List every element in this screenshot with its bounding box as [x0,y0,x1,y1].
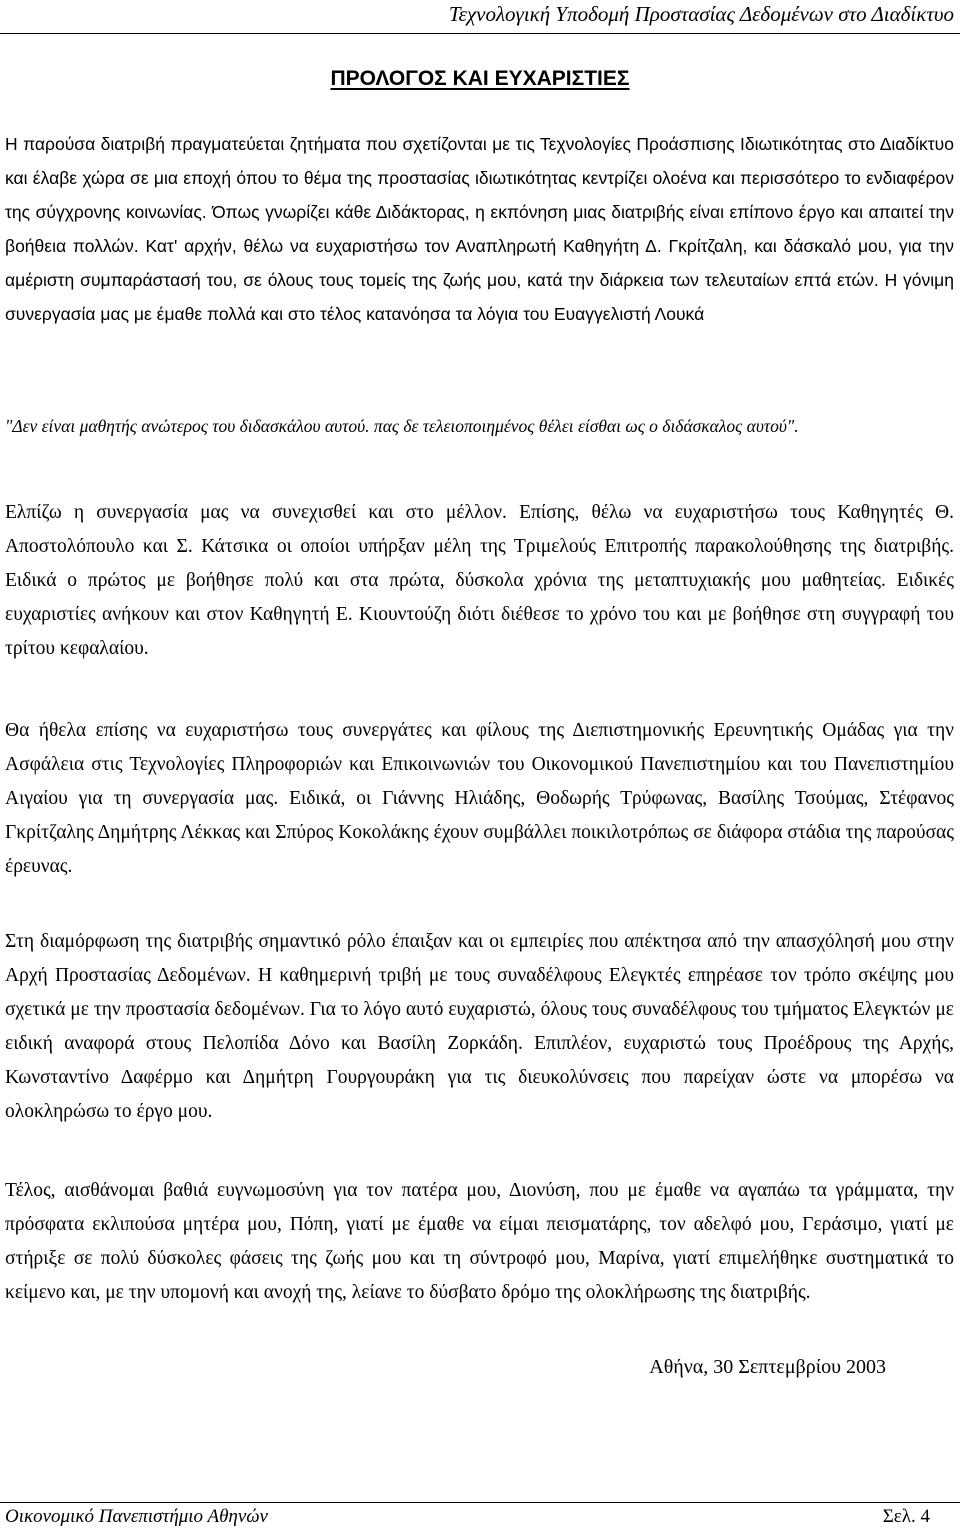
quote-luke [5,411,954,441]
header-divider [0,33,960,34]
paragraph-text: Ελπίζω η συνεργασία μας να συνεχισθεί και στο μέλλον. Επίσης, θέλω να ευχαριστήσω τους Καθηγητές Θ. Αποστολόπουλο και Σ. Κάτσικα οι οποίοι υπήρξαν μέλη της Τριμελούς Επιτροπής παρακολούθησης της διατριβής. Ειδικά ο πρώτος με βοήθησε πολύ και στα πρώτα, δύσκολα χρόνια της μεταπτυχιακής μου μαθητείας. Ειδικές ευχαριστίες ανήκουν και στον Καθηγητή Ε. Κιουντούζη διότι διέθεσε το χρόνο του και με βοήθησε στη συγγραφή του τρίτου κεφαλαίου. [5,502,954,659]
place-date-signature: Αθήνα, 30 Σεπτεμβρίου 2003 [649,1356,886,1378]
footer-institution: Οικονομικό Πανεπιστήμιο Αθηνών [5,1506,268,1527]
footer-divider [0,1502,960,1503]
paragraph-intro [5,127,954,331]
paragraph-family [5,1174,954,1310]
running-header: Τεχνολογική Υποδομή Προστασίας Δεδομένων στο Διαδίκτυο [448,2,954,26]
paragraph-text: Θα ήθελα επίσης να ευχαριστήσω τους συνεργάτες και φίλους της Διεπιστημονικής Ερευνητικής Ομάδας για την Ασφάλεια στις Τεχνολογίες Πληροφοριών και Επικοινωνιών του Οικονομικού Πανεπιστημίου και του Πανεπιστημίου Αιγαίου για τη συνεργασία μας. Ειδικά, οι Γιάννης Ηλιάδης, Θοδωρής Τρύφωνας, Βασίλης Τσούμας, Στέφανος Γκρίτζαλης Δημήτρης Λέκκας και Σπύρος Κοκολάκης έχουν συμβάλλει ποικιλοτρόπως σε διάφορα στάδια της παρούσας έρευνας. [5,720,954,877]
paragraph-research-group [5,714,954,884]
paragraph-professors [5,496,954,666]
quote-text: "Δεν είναι μαθητής ανώτερος του διδασκάλου αυτού. πας δε τελειοποιημένος θέλει είσθαι ως ο διδάσκαλος αυτού". [5,416,799,436]
footer-page-number: Σελ. 4 [882,1506,930,1527]
paragraph-text: Στη διαμόρφωση της διατριβής σημαντικό ρόλο έπαιξαν και οι εμπειρίες που απέκτησα από την απασχόλησή μου στην Αρχή Προστασίας Δεδομένων. Η καθημερινή τριβή με τους συναδέλφους Ελεγκτές επηρέασε τον τρόπο σκέψης μου σχετικά με την προστασία δεδομένων. Για το λόγο αυτό ευχαριστώ, όλους τους συναδέλφους του τμήματος Ελεγκτών με ειδική αναφορά στους Πελοπίδα Δόνο και Βασίλη Ζορκάδη. Επιπλέον, ευχαριστώ τους Προέδρους της Αρχής, Κωνσταντίνο Δαφέρμο και Δημήτρη Γουργουράκη για τις διευκολύνσεις που παρείχαν ώστε να μπορέσω να ολοκληρώσω το έργο μου. [5,931,954,1122]
paragraph-text: Τέλος, αισθάνομαι βαθιά ευγνωμοσύνη για τον πατέρα μου, Διονύση, που με έμαθε να αγαπάω τα γράμματα, την πρόσφατα εκλιπούσα μητέρα μου, Πόπη, γιατί με έμαθε να είμαι πεισματάρης, τον αδελφό μου, Γεράσιμο, γιατί με στήριξε σε πολύ δύσκολες φάσεις της ζωής μου και τη σύντροφό μου, Μαρίνα, γιατί επιμελήθηκε συστηματικά το κείμενο και, με την υπομονή και ανοχή της, λείανε το δύσβατο δρόμο της ολοκλήρωσης της διατριβής. [5,1180,954,1303]
paragraph-text: Η παρούσα διατριβή πραγματεύεται ζητήματα που σχετίζονται με τις Τεχνολογίες Προάσπισης Ιδιωτικότητας στο Διαδίκτυο και έλαβε χώρα σε μια εποχή όπου το θέμα της προστασίας ιδιωτικότητας κεντρίζει ολοένα και περισσότερο το ενδιαφέρον της σύγχρονης κοινωνίας. Όπως γνωρίζει κάθε Διδάκτορας, η εκπόνηση μιας διατριβής είναι επίπονο έργο και απαιτεί την βοήθεια πολλών. Κατ' αρχήν, θέλω να ευχαριστήσω τον Αναπληρωτή Καθηγήτη Δ. Γκρίτζαλη, και δάσκαλό μου, για την αμέριστη συμπαράστασή του, σε όλους τους τομείς της ζωής μου, κατά την διάρκεια των τελευταίων επτά ετών. Η γόνιμη συνεργασία μας με έμαθε πολλά και στο τέλος κατανόησα τα λόγια του Ευαγγελιστή Λουκά [5,134,954,324]
section-title: ΠΡΟΛΟΓΟΣ ΚΑΙ ΕΥΧΑΡΙΣΤΙΕΣ [330,67,630,90]
paragraph-data-protection-authority [5,925,954,1129]
